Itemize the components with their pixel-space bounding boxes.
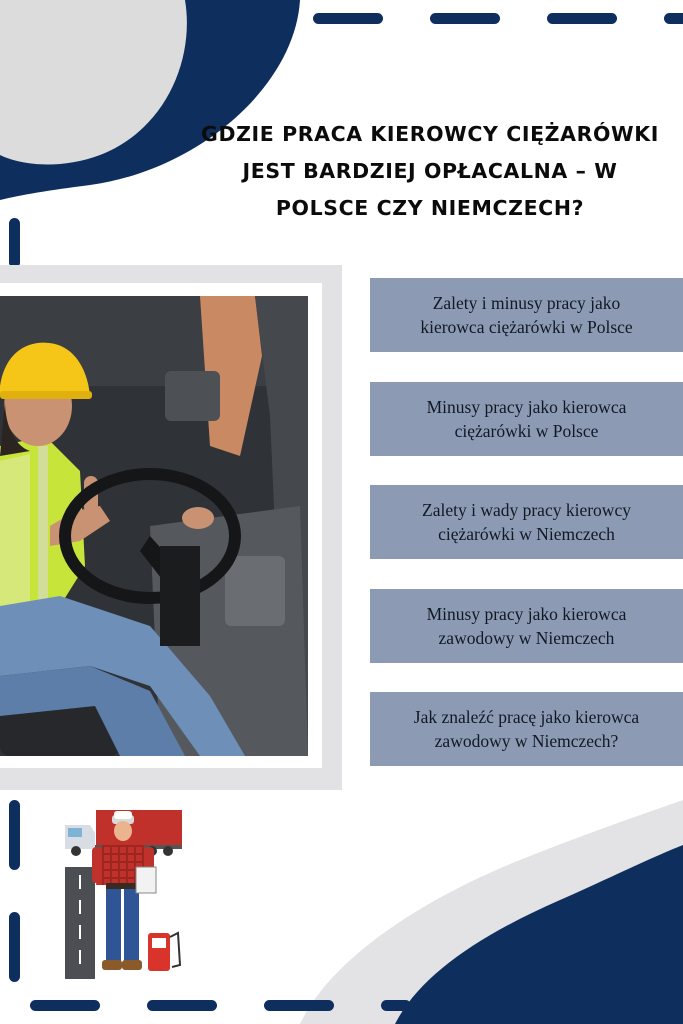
clipboard-icon — [136, 867, 156, 893]
topic-4-line-1: Minusy pracy jako kierowca — [426, 604, 627, 624]
topic-1-line-2: kierowca ciężarówki w Polsce — [420, 317, 633, 337]
topic-2-line-1: Minusy pracy jako kierowca — [426, 397, 627, 417]
mechanic-illustration — [62, 805, 187, 985]
topic-3-line-2: ciężarówki w Niemczech — [438, 524, 615, 544]
topic-box-1[interactable] — [370, 278, 683, 352]
topic-5-line-1: Jak znaleźć pracę jako kierowca — [413, 707, 640, 727]
topic-1-line-1: Zalety i minusy pracy jako — [432, 293, 621, 313]
topic-box-5[interactable] — [370, 692, 683, 766]
title-line-2: JEST BARDZIEJ OPŁACALNA – W — [242, 159, 618, 183]
top-dashes — [313, 13, 683, 24]
page-title — [200, 116, 660, 227]
truck-driver-photo — [0, 296, 308, 756]
topic-4-line-2: zawodowy w Niemczech — [438, 628, 615, 648]
topic-3-line-1: Zalety i wady pracy kierowcy — [422, 500, 631, 520]
title-line-3: POLSCE CZY NIEMCZECH? — [275, 196, 585, 220]
topic-box-2[interactable] — [370, 382, 683, 456]
topic-2-line-2: ciężarówki w Polsce — [454, 421, 599, 441]
title-line-1: GDZIE PRACA KIEROWCY CIĘŻARÓWKI — [201, 122, 659, 146]
road-icon — [65, 867, 95, 979]
fuel-pump-icon — [148, 933, 180, 971]
topic-box-4[interactable] — [370, 589, 683, 663]
topic-box-3[interactable] — [370, 485, 683, 559]
topic-5-line-2: zawodowy w Niemczech? — [434, 731, 619, 751]
